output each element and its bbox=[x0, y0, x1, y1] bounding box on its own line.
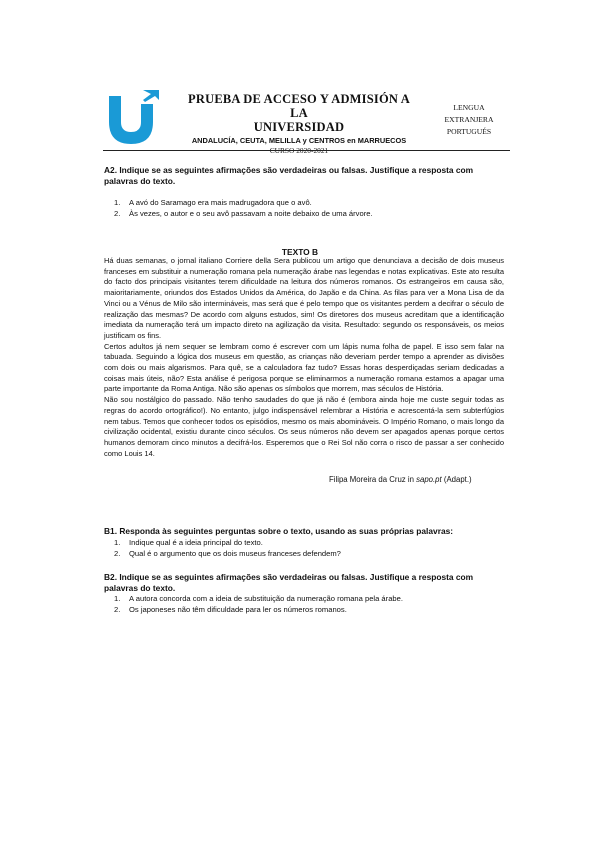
list-item: 1. Indique qual é a ideia principal do texto. bbox=[114, 538, 263, 547]
course-line bbox=[183, 146, 415, 156]
section-a2-title: A2. Indique se as seguintes afirmações são verdadeiras ou falsas. Justifique a resposta com palavras do texto. bbox=[104, 165, 474, 186]
section-a2-list bbox=[114, 198, 494, 219]
exam-header bbox=[103, 88, 510, 158]
section-b2-title: B2. Indique se as seguintes afirmações são verdadeiras ou falsas. Justifique a resposta com palavras do texto. bbox=[104, 572, 474, 593]
source-citation: Filipa Moreira da Cruz in sapo.pt (Adapt.) bbox=[329, 475, 472, 484]
subject-block bbox=[429, 102, 509, 138]
institution-title-line2: UNIVERSIDAD bbox=[253, 120, 345, 134]
texto-b-title: TEXTO B bbox=[281, 247, 319, 257]
list-item: 2. Os japoneses não têm dificuldade para ler os números romanos. bbox=[114, 604, 347, 614]
header-divider bbox=[103, 150, 510, 151]
subject-line2: PORTUGUÉS bbox=[446, 127, 492, 136]
paragraph: Não sou nostálgico do passado. Não tenho saudades do que já não é (embora ainda hoje me custe seguir todas as regras do acordo ortográfico!). No entanto, julgo indispensável relembrar a História e acrescentá-la sem subterfúgios nem tabus. Temos que conhecer todos os episódios, mesmo os mais abomináveis. O Império Romano, o mais longo da civilização ocidental, existiu durante cinco séculos. Os seus números não devem ser apagados apenas porque certos humanos demoram cinco minutos a decifrá-los. Esperemos que o Rei Sol não corra o risco de passar a ser conhecido como Louis 14. bbox=[104, 395, 504, 458]
paragraph: Certos adultos já nem sequer se lembram como é escrever com um lápis numa folha de papel. E isso sem falar na tabuada. Seguindo a lógica dos museus em questão, as crianças não deveriam perder tempo a aprender as divisões com dois ou mais algarismos. Para quê, se a calculadora faz tudo? Essas horas desperdiçadas seriam dedicadas a coisas mais úteis, não? Esta análise é perigosa porque se eliminarmos a numeração romana estamos a apagar uma parte importante da Roma Antiga. Não são apenas os símbolos que morrem, mas séculos de História. bbox=[104, 341, 504, 394]
regions-line: ANDALUCÍA, CEUTA, MELILLA y CENTROS en MARRUECOS bbox=[191, 136, 407, 145]
list-item: 2. Qual é o argumento que os dois museus franceses defendem? bbox=[114, 548, 341, 558]
university-logo-icon bbox=[105, 88, 161, 144]
texto-b-body bbox=[104, 256, 504, 459]
institution-block bbox=[183, 92, 415, 156]
list-item: 2. Às vezes, o autor e o seu avô passavam a noite debaixo de uma árvore. bbox=[114, 208, 373, 218]
list-item: 1. A avó do Saramago era mais madrugadora que o avô. bbox=[114, 198, 312, 207]
list-item: 1. A autora concorda com a ideia de substituição da numeração romana pela árabe. bbox=[114, 594, 403, 603]
subject-line1: LENGUA EXTRANJERA bbox=[444, 103, 494, 124]
section-b1-list bbox=[114, 538, 494, 559]
section-b1-title: B1. Responda às seguintes perguntas sobre o texto, usando as suas próprias palavras: bbox=[104, 526, 454, 536]
section-b2-list bbox=[114, 594, 494, 615]
institution-title-line1: PRUEBA DE ACCESO Y ADMISIÓN A LA bbox=[188, 92, 410, 120]
paragraph: Há duas semanas, o jornal italiano Corriere della Sera publicou um artigo que denunciava a decisão de dois museus franceses em substituir a numeração romana pela numeração árabe nas legendas e notas explicativas. Este ato resulta do facto dos principais visitantes terem dificuldade na leitura dos números romanos. Os estrangeiros em causa são, maioritariamente, oriundos dos Estados Unidos da América, do Japão e da China. As filas para ver a Mona Lisa de da Vinci ou a Vénus de Milo são intermináveis, mas será que é pelo tempo que os visitantes perdem a decifrar o século de realização das mesmas? De acordo com alguns estudos, sim! Os diretores dos museus acreditam que a identificação imediata da numeração terá um impacto direto na agilização da visita. Resultado: segundo os responsáveis, os meios justificam os fins. bbox=[104, 256, 504, 340]
